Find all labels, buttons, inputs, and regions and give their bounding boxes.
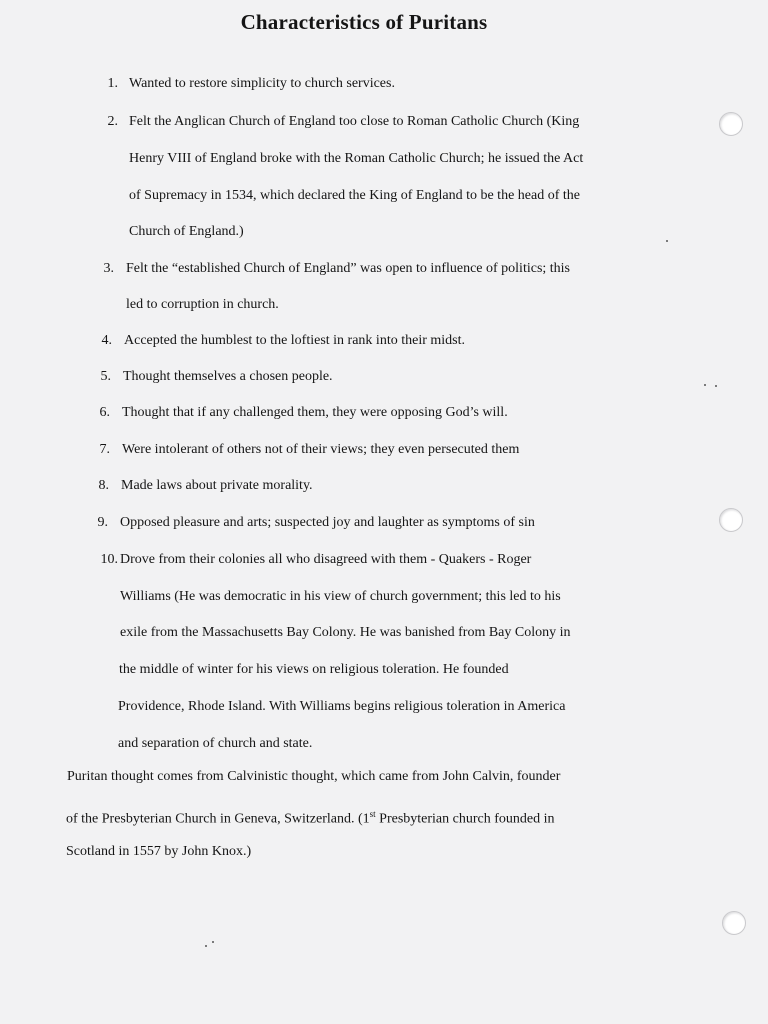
list-item-text: Church of England.) [129,224,244,239]
paragraph-text: Presbyterian church founded in [375,811,555,827]
list-item-text: of Supremacy in 1534, which declared the King of England to be the head of the [129,188,580,203]
list-number: 9. [97,515,108,530]
list-item-text: Thought themselves a chosen people. [123,369,333,384]
scan-speck [205,945,207,947]
list-item-text: Drove from their colonies all who disagreed with them - Quakers - Roger [120,552,532,567]
list-item-text: Henry VIII of England broke with the Roman Catholic Church; he issued the Act [129,151,584,166]
paragraph-line: Scotland in 1557 by John Knox.) [66,844,252,859]
list-number: 1. [107,76,118,91]
list-number: 6. [99,405,110,420]
page-title: Characteristics of Puritans [240,10,488,34]
list-item-text: Thought that if any challenged them, they were opposing God’s will. [122,405,508,420]
list-item-text: Williams (He was democratic in his view of church government; this led to his [120,589,561,604]
list-item-text: and separation of church and state. [118,736,313,751]
scan-speck [666,240,668,242]
list-number: 7. [99,442,110,457]
list-number: 5. [100,369,111,384]
paragraph-text: of the Presbyterian Church in Geneva, Switzerland. (1 [66,811,370,827]
punch-hole [719,112,743,136]
list-item-text: Made laws about private morality. [121,478,313,493]
list-item-text: Felt the “established Church of England” was open to influence of politics; this [126,261,571,276]
list-item-text: led to corruption in church. [126,297,279,312]
scan-speck [212,941,214,943]
ordinal-superscript: st [369,809,376,819]
list-item-text: Accepted the humblest to the loftiest in rank into their midst. [124,333,465,348]
list-number: 4. [101,333,112,348]
list-number: 2. [107,114,118,129]
list-item-text: exile from the Massachusetts Bay Colony. He was banished from Bay Colony in [120,625,571,640]
paragraph-line [66,806,555,828]
list-item-text: Felt the Anglican Church of England too close to Roman Catholic Church (King [129,114,580,129]
punch-hole [719,508,743,532]
punch-hole [722,911,746,935]
list-item-text: Wanted to restore simplicity to church services. [129,76,395,91]
scan-speck [704,384,706,386]
list-item-text: Were intolerant of others not of their views; they even persecuted them [122,442,520,457]
list-number: 8. [98,478,109,493]
list-item-text: Providence, Rhode Island. With Williams begins religious toleration in America [118,699,566,714]
list-item-text: the middle of winter for his views on religious toleration. He founded [119,662,509,677]
list-number: 3. [103,261,114,276]
paragraph-line: Puritan thought comes from Calvinistic thought, which came from John Calvin, founder [67,769,561,784]
list-item-text: Opposed pleasure and arts; suspected joy and laughter as symptoms of sin [120,515,535,530]
scan-speck [715,385,717,387]
list-number: 10. [100,552,118,567]
